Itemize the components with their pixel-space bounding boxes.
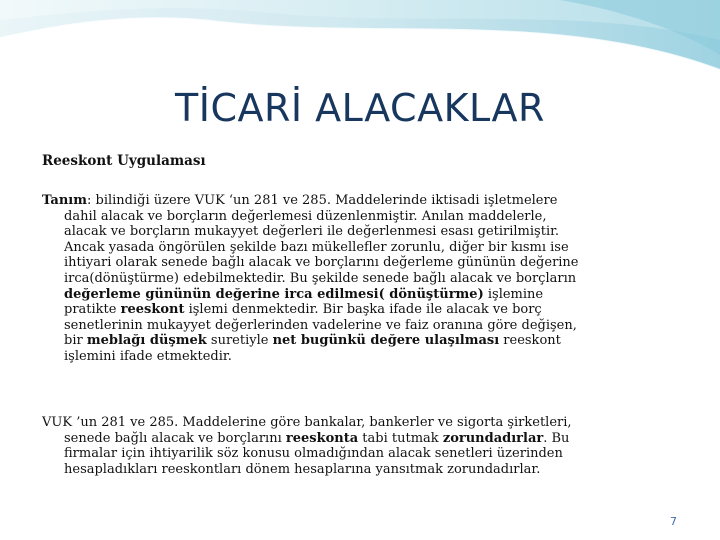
- paragraph-line: dahil alacak ve borçların değerlemesi düzenlenmiştir. Anılan maddelerle,: [64, 208, 547, 224]
- paragraph-line: alacak ve borçların mukayyet değerleri ile değerlenmesi esası getirilmiştir.: [64, 224, 560, 240]
- paragraph-line: [42, 193, 682, 209]
- line-text: tabi tutmak: [358, 430, 443, 446]
- slide-title: TİCARİ ALACAKLAR: [175, 86, 545, 130]
- paragraph-line: işlemini ifade etmektedir.: [64, 348, 232, 364]
- paragraph-line: senetlerinin mukayyet değerlerinden vadelerine ve faiz oranına göre değişen,: [64, 317, 577, 333]
- paragraph-line: firmalar için ihtiyarilik söz konusu olmadığından alacak senetleri üzerinden: [64, 446, 563, 462]
- line-text: senede bağlı alacak ve borçlarını: [64, 430, 286, 446]
- bold-term: reeskonta: [285, 430, 359, 446]
- line-text: reeskont: [499, 333, 561, 349]
- bold-term: değerleme gününün değerine irca edilmesi( dönüştürme): [64, 286, 484, 302]
- paragraph-line: hesapladıkları reeskontları dönem hesaplarına yansıtmak zorundadırlar.: [64, 461, 541, 477]
- paragraph-line: ihtiyari olarak senede bağlı alacak ve borçlarını değerleme gününün değerine: [64, 255, 579, 271]
- bold-term: Tanım: [42, 193, 87, 208]
- bold-term: net bugünkü değere ulaşılması: [272, 333, 500, 349]
- line-text: işlemine: [483, 286, 544, 302]
- definition-paragraph: [42, 193, 682, 365]
- line-text: : bilindiği üzere VUK ‘un 281 ve 285. Maddelerinde iktisadi işletmelere: [87, 193, 558, 208]
- bold-term: meblağı düşmek: [86, 333, 207, 349]
- paragraph-line: [42, 287, 682, 303]
- bold-term: reeskont: [120, 302, 185, 318]
- header-wave-decoration: [0, 0, 720, 90]
- bold-term: zorundadırlar: [442, 430, 544, 446]
- paragraph-line: [42, 431, 682, 447]
- paragraph-line: [42, 333, 682, 349]
- paragraph-line: Ancak yasada öngörülen şekilde bazı mükellefler zorunlu, diğer bir kısmı ise: [64, 239, 569, 255]
- line-text: bir: [64, 333, 87, 349]
- page-number: 7: [670, 515, 677, 528]
- line-text: . Bu: [543, 430, 570, 446]
- line-text: pratikte: [64, 302, 121, 318]
- slide-subtitle: Reeskont Uygulaması: [42, 153, 206, 169]
- paragraph-line: VUK ’un 281 ve 285. Maddelerine göre bankalar, bankerler ve sigorta şirketleri,: [42, 415, 572, 430]
- paragraph-line: irca(dönüştürme) edebilmektedir. Bu şekilde senede bağlı alacak ve borçların: [64, 270, 577, 286]
- paragraph-line: [42, 302, 682, 318]
- line-text: suretiyle: [206, 333, 273, 349]
- vuk-paragraph: [42, 415, 682, 477]
- line-text: işlemi denmektedir. Bir başka ifade ile alacak ve borç: [184, 302, 542, 318]
